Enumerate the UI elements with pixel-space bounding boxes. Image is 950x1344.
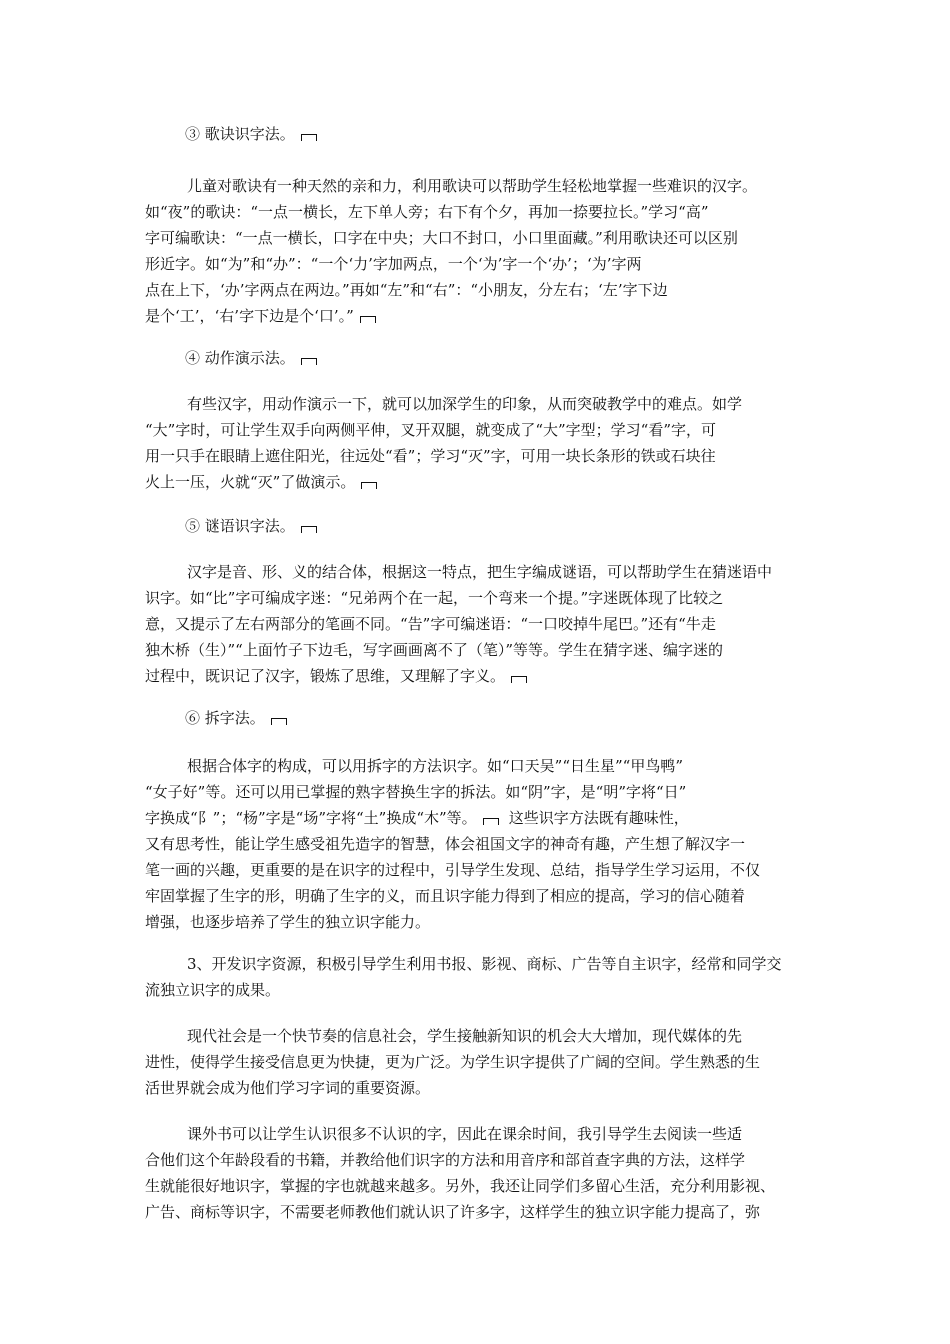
paragraph-mark-icon bbox=[361, 482, 377, 489]
text-line: 生就能很好地识字，掌握的字也就越来越多。另外，我还让同学们多留心生活，充分利用影视、 bbox=[145, 1177, 776, 1195]
text-line bbox=[145, 470, 377, 494]
heading-text: ④ 动作演示法。 bbox=[185, 349, 295, 367]
line-text: 字换成“阝”；“杨”字是“场”字将“土”换成“木”等。 bbox=[145, 809, 477, 827]
line-text: 过程中，既识记了汉字，锻炼了思维，又理解了字义。 bbox=[145, 667, 506, 685]
text-line: 汉字是音、形、义的结合体，根据这一特点，把生字编成谜语，可以帮助学生在猜迷语中 bbox=[187, 563, 773, 581]
text-line: 意，又提示了左右两部分的笔画不同。“告”字可编迷语：“一口咬掉牛尾巴。”还有“牛走 bbox=[145, 615, 716, 633]
text-line: 牢固掌握了生字的形，明确了生字的义，而且识字能力得到了相应的提高，学习的信心随着 bbox=[145, 887, 746, 905]
text-line: 如“夜”的歌诀：“一点一横长，左下单人旁；右下有个夕，再加一捺要拉长。”学习“高” bbox=[145, 203, 709, 221]
paragraph-mark-icon bbox=[511, 676, 527, 683]
text-line: 独木桥（生）”“上面竹子下边毛，写字画画离不了（笔）”等等。学生在猜字迷、编字迷的 bbox=[145, 641, 724, 659]
text-line: 儿童对歌诀有一种天然的亲和力，利用歌诀可以帮助学生轻松地掌握一些难识的汉字。 bbox=[187, 177, 758, 195]
text-line: 识字。如“比”字可编成字迷：“兄弟两个在一起，一个弯来一个提。”字迷既体现了比较之 bbox=[145, 589, 724, 607]
text-line bbox=[145, 304, 376, 328]
paragraph-mark-icon bbox=[360, 316, 376, 323]
text-line: 进性，使得学生接受信息更为快捷，更为广泛。为学生识字提供了广阔的空间。学生熟悉的生 bbox=[145, 1053, 761, 1071]
section-heading bbox=[185, 706, 287, 730]
text-line: 有些汉字，用动作演示一下，就可以加深学生的印象，从而突破教学中的难点。如学 bbox=[187, 395, 743, 413]
text-line: “大”字时，可让学生双手向两侧平伸，叉开双腿，就变成了“大”字型；学习“看”字，可 bbox=[145, 421, 717, 439]
heading-text: ⑥ 拆字法。 bbox=[185, 709, 265, 727]
text-line: 课外书可以让学生认识很多不认识的字，因此在课余时间，我引导学生去阅读一些适 bbox=[187, 1125, 743, 1143]
text-line: 根据合体字的构成，可以用拆字的方法识字。如“口天吴”“日生星”“甲鸟鸭” bbox=[187, 757, 684, 775]
paragraph-mark-icon bbox=[483, 818, 499, 825]
paragraph-mark-icon bbox=[301, 358, 317, 365]
line-text: 这些识字方法既有趣味性， bbox=[508, 809, 689, 827]
text-line: 广告、商标等识字，不需要老师教他们就认识了许多字，这样学生的独立识字能力提高了，弥 bbox=[145, 1203, 761, 1221]
heading-text: ⑤ 谜语识字法。 bbox=[185, 517, 295, 535]
text-line: 点在上下，‘办’字两点在两边。”再如“左”和“右”：“小朋友，分左右；‘左’字下边 bbox=[145, 281, 668, 299]
text-line: 3、开发识字资源，积极引导学生利用书报、影视、商标、广告等自主识字，经常和同学交 bbox=[187, 955, 782, 973]
line-text: 是个‘工’，‘右’字下边是个‘口’。” bbox=[145, 307, 354, 325]
text-line: 笔一画的兴趣，更重要的是在识字的过程中，引导学生发现、总结，指导学生学习运用，不仅 bbox=[145, 861, 761, 879]
text-line: 流独立识字的成果。 bbox=[145, 981, 281, 999]
text-line: 又有思考性，能让学生感受祖先造字的智慧，体会祖国文字的神奇有趣，产生想了解汉字一 bbox=[145, 835, 746, 853]
line-text: 火上一压，火就“灭”了做演示。 bbox=[145, 473, 356, 491]
section-heading bbox=[185, 346, 317, 370]
text-line: 字可编歌诀：“一点一横长，口字在中央；大口不封口，小口里面藏。”利用歌诀还可以区别 bbox=[145, 229, 738, 247]
text-line: 合他们这个年龄段看的书籍，并教给他们识字的方法和用音序和部首查字典的方法，这样学 bbox=[145, 1151, 746, 1169]
paragraph-mark-icon bbox=[301, 526, 317, 533]
text-line: “女子好”等。还可以用已掌握的熟字替换生字的拆法。如“阴”字，是“明”字将“日” bbox=[145, 783, 687, 801]
section-heading bbox=[185, 122, 317, 146]
text-line: 活世界就会成为他们学习字词的重要资源。 bbox=[145, 1079, 431, 1097]
section-heading bbox=[185, 514, 317, 538]
paragraph-mark-icon bbox=[301, 134, 317, 141]
heading-text: ③ 歌诀识字法。 bbox=[185, 125, 295, 143]
text-line bbox=[145, 664, 527, 688]
text-line: 形近字。如“为”和“办”：“一个‘力’字加两点，一个‘为’字一个‘办’；‘为’字两 bbox=[145, 255, 642, 273]
text-line: 现代社会是一个快节奏的信息社会，学生接触新知识的机会大大增加，现代媒体的先 bbox=[187, 1027, 743, 1045]
document-body bbox=[145, 0, 813, 1344]
paragraph-mark-icon bbox=[271, 718, 287, 725]
text-line: 用一只手在眼睛上遮住阳光，往远处“看”；学习“灭”字，可用一块长条形的铁或石块往 bbox=[145, 447, 716, 465]
text-line: 增强，也逐步培养了学生的独立识字能力。 bbox=[145, 913, 431, 931]
text-line bbox=[145, 806, 689, 830]
